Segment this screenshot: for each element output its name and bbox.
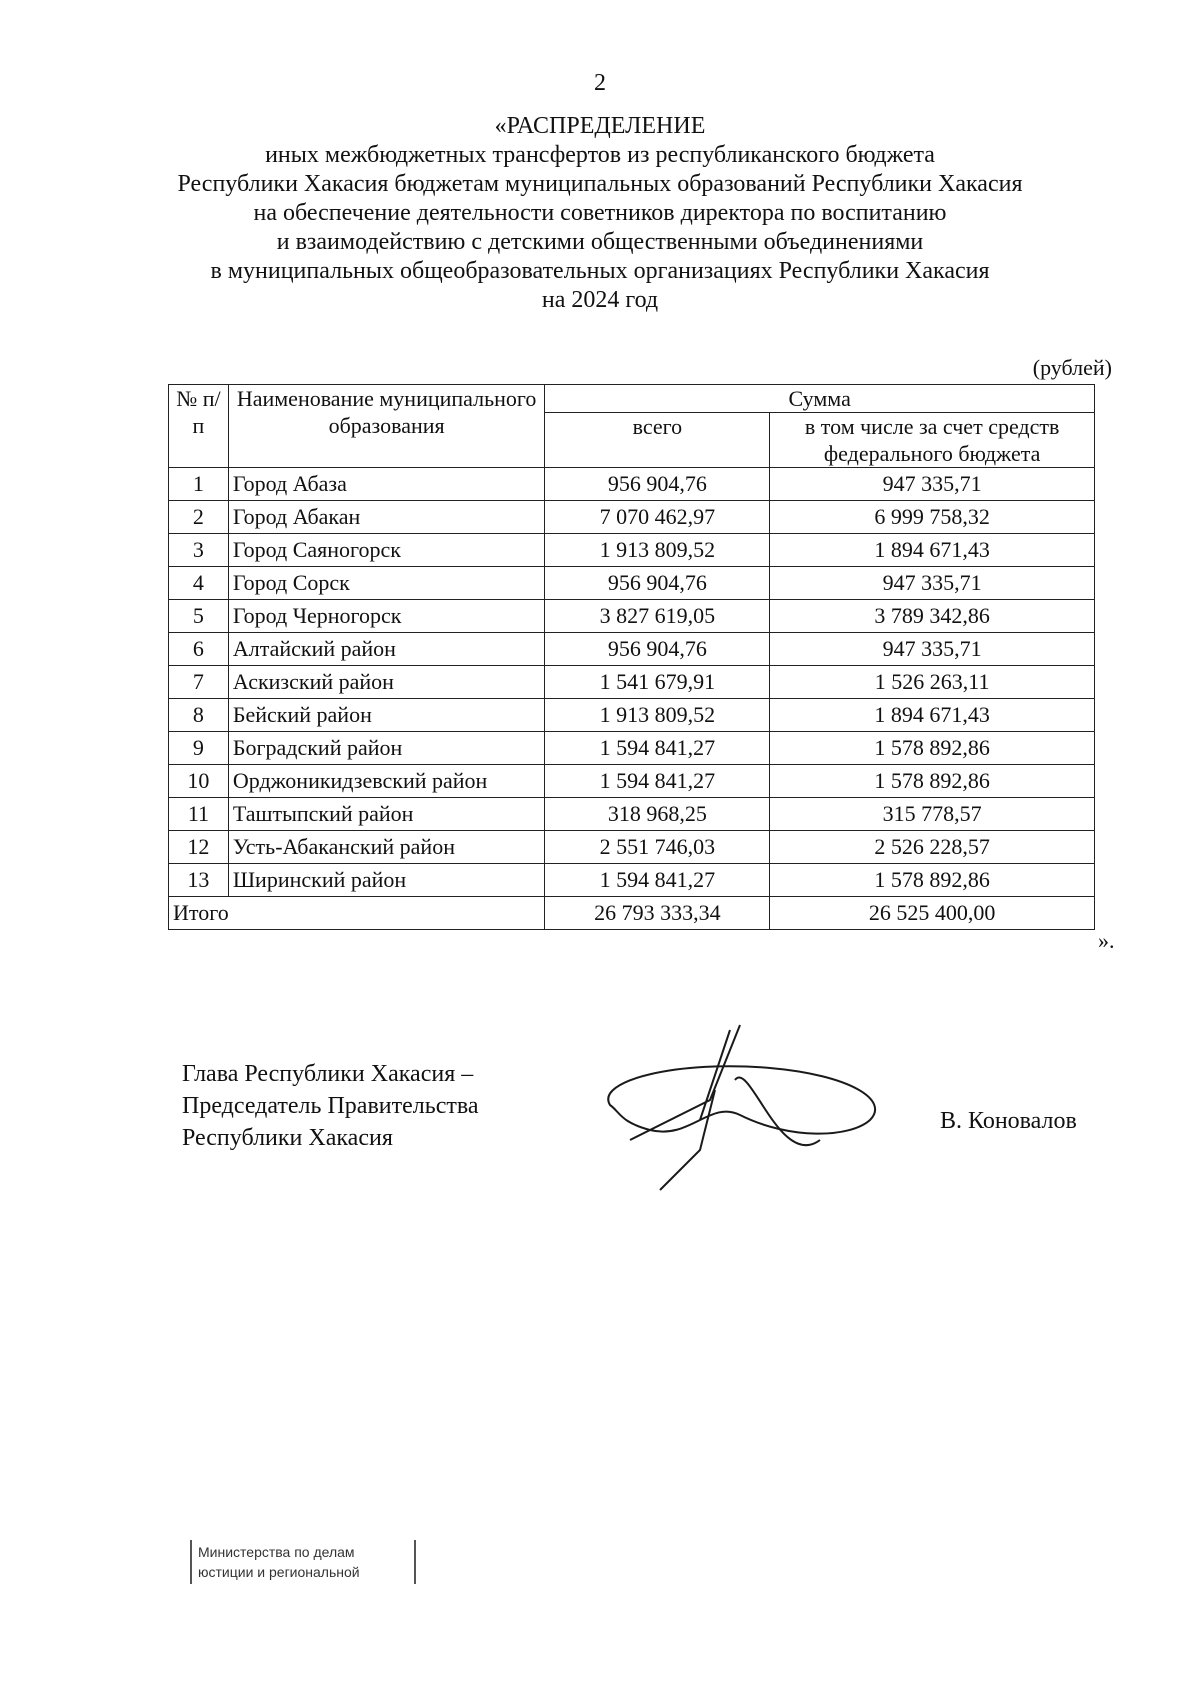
units-label: (рублей) [1032,355,1112,380]
page-number: 2 [594,70,606,96]
row-name: Боградский район [228,732,545,765]
row-federal: 1 578 892,86 [770,732,1095,765]
signer-name: В. Коновалов [940,1108,1077,1134]
title-line: «РАСПРЕДЕЛЕНИЕ [494,113,706,139]
row-federal: 315 778,57 [770,798,1095,831]
row-num: 10 [169,765,229,798]
registration-stamp [190,1540,416,1584]
row-federal: 6 999 758,32 [770,501,1095,534]
closing-quote: ». [1098,928,1115,953]
row-total: 1 594 841,27 [545,864,770,897]
row-total: 1 594 841,27 [545,765,770,798]
row-num: 12 [169,831,229,864]
row-total: 3 827 619,05 [545,600,770,633]
table-row [169,501,1095,534]
row-name: Ширинский район [228,864,545,897]
row-num: 8 [169,699,229,732]
row-federal: 947 335,71 [770,567,1095,600]
row-total: 1 913 809,52 [545,699,770,732]
stamp-line: Министерства по делам [198,1544,355,1560]
row-name: Город Абаза [228,468,545,501]
row-num: 6 [169,633,229,666]
table-row [169,468,1095,501]
position-line: Республики Хакасия [182,1125,393,1151]
position-line: Председатель Правительства [182,1093,479,1119]
header-name: Наименование муниципального образования [228,385,545,468]
header-sum: Сумма [545,385,1095,413]
header-num: № п/п [169,385,229,468]
row-federal: 1 894 671,43 [770,534,1095,567]
header-federal: в том числе за счет средств федерального бюджета [770,413,1095,468]
row-federal: 1 578 892,86 [770,864,1095,897]
row-total: 2 551 746,03 [545,831,770,864]
row-name: Усть-Абаканский район [228,831,545,864]
row-name: Таштыпский район [228,798,545,831]
row-num: 9 [169,732,229,765]
row-num: 3 [169,534,229,567]
row-num: 2 [169,501,229,534]
row-federal: 1 894 671,43 [770,699,1095,732]
document-title [150,112,1050,315]
row-federal: 1 578 892,86 [770,765,1095,798]
row-num: 4 [169,567,229,600]
table-row [169,699,1095,732]
title-line: Республики Хакасия бюджетам муниципальных образований Республики Хакасия [177,171,1023,197]
table-row [169,864,1095,897]
row-name: Алтайский район [228,633,545,666]
row-federal: 947 335,71 [770,633,1095,666]
row-name: Город Абакан [228,501,545,534]
table-row [169,600,1095,633]
table-row [169,633,1095,666]
title-line: на 2024 год [541,287,659,313]
row-name: Аскизский район [228,666,545,699]
row-num: 5 [169,600,229,633]
stamp-line: юстиции и региональной [198,1564,360,1580]
signatory-position [182,1058,479,1154]
row-name: Город Черногорск [228,600,545,633]
title-line: иных межбюджетных трансфертов из республиканского бюджета [265,142,935,168]
row-federal: 2 526 228,57 [770,831,1095,864]
total-federal: 26 525 400,00 [770,897,1095,930]
table-row [169,765,1095,798]
row-total: 7 070 462,97 [545,501,770,534]
row-name: Бейский район [228,699,545,732]
table-row [169,798,1095,831]
distribution-table [168,384,1095,930]
row-federal: 1 526 263,11 [770,666,1095,699]
row-total: 318 968,25 [545,798,770,831]
table-row [169,534,1095,567]
table-row [169,567,1095,600]
table-row [169,831,1095,864]
table-row [169,666,1095,699]
row-name: Орджоникидзевский район [228,765,545,798]
total-row [169,897,1095,930]
title-line: в муниципальных общеобразовательных организациях Республики Хакасия [210,258,990,284]
row-num: 1 [169,468,229,501]
row-total: 1 541 679,91 [545,666,770,699]
row-total: 956 904,76 [545,567,770,600]
row-num: 11 [169,798,229,831]
row-federal: 947 335,71 [770,468,1095,501]
row-federal: 3 789 342,86 [770,600,1095,633]
table-row [169,732,1095,765]
row-total: 1 913 809,52 [545,534,770,567]
row-name: Город Саяногорск [228,534,545,567]
total-sum: 26 793 333,34 [545,897,770,930]
header-total: всего [545,413,770,468]
position-line: Глава Республики Хакасия – [182,1061,474,1087]
row-total: 956 904,76 [545,468,770,501]
row-total: 956 904,76 [545,633,770,666]
row-num: 7 [169,666,229,699]
total-label: Итого [169,897,545,930]
row-total: 1 594 841,27 [545,732,770,765]
row-num: 13 [169,864,229,897]
row-name: Город Сорск [228,567,545,600]
handwritten-signature [590,1020,890,1200]
title-line: и взаимодействию с детскими общественными объединениями [276,229,924,255]
title-line: на обеспечение деятельности советников директора по воспитанию [253,200,947,226]
